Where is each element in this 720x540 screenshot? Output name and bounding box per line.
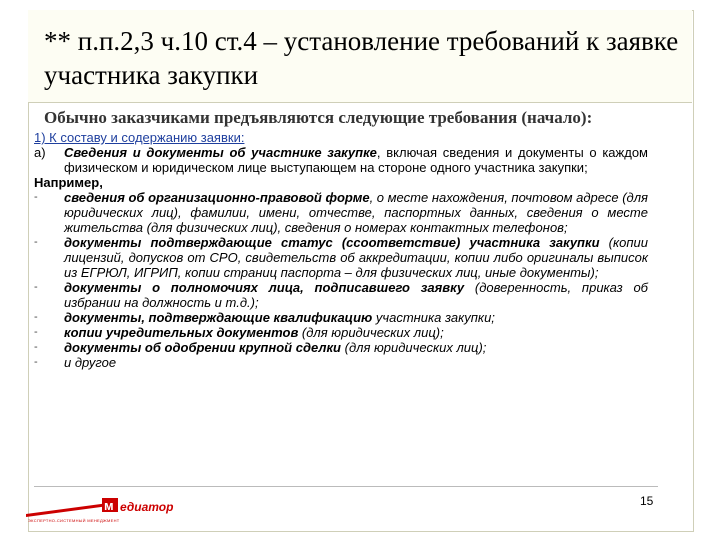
item-a <box>34 145 648 175</box>
list-item <box>34 280 648 310</box>
list-item-bold: документы об одобрении крупной сделки <box>64 340 341 355</box>
logo-tagline: ЭКСПЕРТНО-СИСТЕМНЫЙ МЕНЕДЖМЕНТ <box>28 518 120 523</box>
list-item-rest: (для юридических лиц); <box>341 340 487 355</box>
slide-title: ** п.п.2,3 ч.10 ст.4 – установление требований к заявке участника закупки <box>44 26 679 90</box>
list-item-bold: документы, подтверждающие квалификацию <box>64 310 373 325</box>
title-box <box>28 10 692 103</box>
list-item-body <box>64 235 648 280</box>
list-dash: - <box>34 281 38 293</box>
list-dash: - <box>34 236 38 248</box>
item-a-body <box>64 145 648 175</box>
list-item <box>34 310 648 325</box>
list-item-rest: (для юридических лиц); <box>298 325 444 340</box>
list-item <box>34 190 648 235</box>
list-dash: - <box>34 311 38 323</box>
list-item-bold: копии учредительных документов <box>64 325 299 340</box>
item-a-rest: , включая сведения и документы о каждом физическом и юридическом лице выступающем на стороне одного участника закупки; <box>64 145 648 175</box>
list-item-rest: участника закупки; <box>372 310 495 325</box>
list-item-body <box>64 355 648 370</box>
list-item-bold: документы подтверждающие статус (ссоответствие) участника закупки <box>64 235 600 250</box>
svg-text:м: м <box>104 498 114 513</box>
item-a-marker: а) <box>34 145 46 160</box>
list-item-rest: (доверенность, приказ об избрании на должность и т.д.); <box>64 280 648 310</box>
list-item <box>34 340 648 355</box>
list-item-body <box>64 325 648 340</box>
list-item-rest: , о месте нахождения, почтовом адресе (для юридических лиц), фамилии, имени, отчестве, паспортных данных, сведения о месте жительства (для физических лиц), сведения о номерах контактных телефонов; <box>64 190 648 235</box>
list-dash: - <box>34 341 38 353</box>
section-heading: 1) К составу и содержанию заявки: <box>34 130 245 145</box>
list-item-body <box>64 340 648 355</box>
list-item-rest: (копии лицензий, допусков от СРО, свидетельств об аккредитации, копии либо оригиналы выписок из ЕГРЮЛ, ИГРИП, копии страниц паспорта – для физических лиц, иные документы); <box>64 235 648 280</box>
list-dash: - <box>34 326 38 338</box>
slide-subtitle: Обычно заказчиками предъявляются следующие требования (начало): <box>44 108 593 127</box>
list-item <box>34 355 648 370</box>
list-item-body <box>64 310 648 325</box>
example-label: Например, <box>34 175 103 190</box>
list-item-body <box>64 280 648 310</box>
list-item-rest: и другое <box>64 355 117 370</box>
list-item-bold: документы о полномочиях лица, подписавшего заявку <box>64 280 465 295</box>
list-dash: - <box>34 191 38 203</box>
logo-text: едиатор <box>120 500 174 514</box>
footer-divider <box>34 486 658 487</box>
slide-content <box>34 130 648 370</box>
mediator-logo <box>24 496 174 526</box>
list-item-body <box>64 190 648 235</box>
page-number: 15 <box>640 494 654 508</box>
item-a-bold: Сведения и документы об участнике закупке <box>64 145 377 160</box>
list-dash: - <box>34 356 38 368</box>
list-item <box>34 325 648 340</box>
list-item <box>34 235 648 280</box>
list-item-bold: сведения об организационно-правовой форме <box>64 190 370 205</box>
